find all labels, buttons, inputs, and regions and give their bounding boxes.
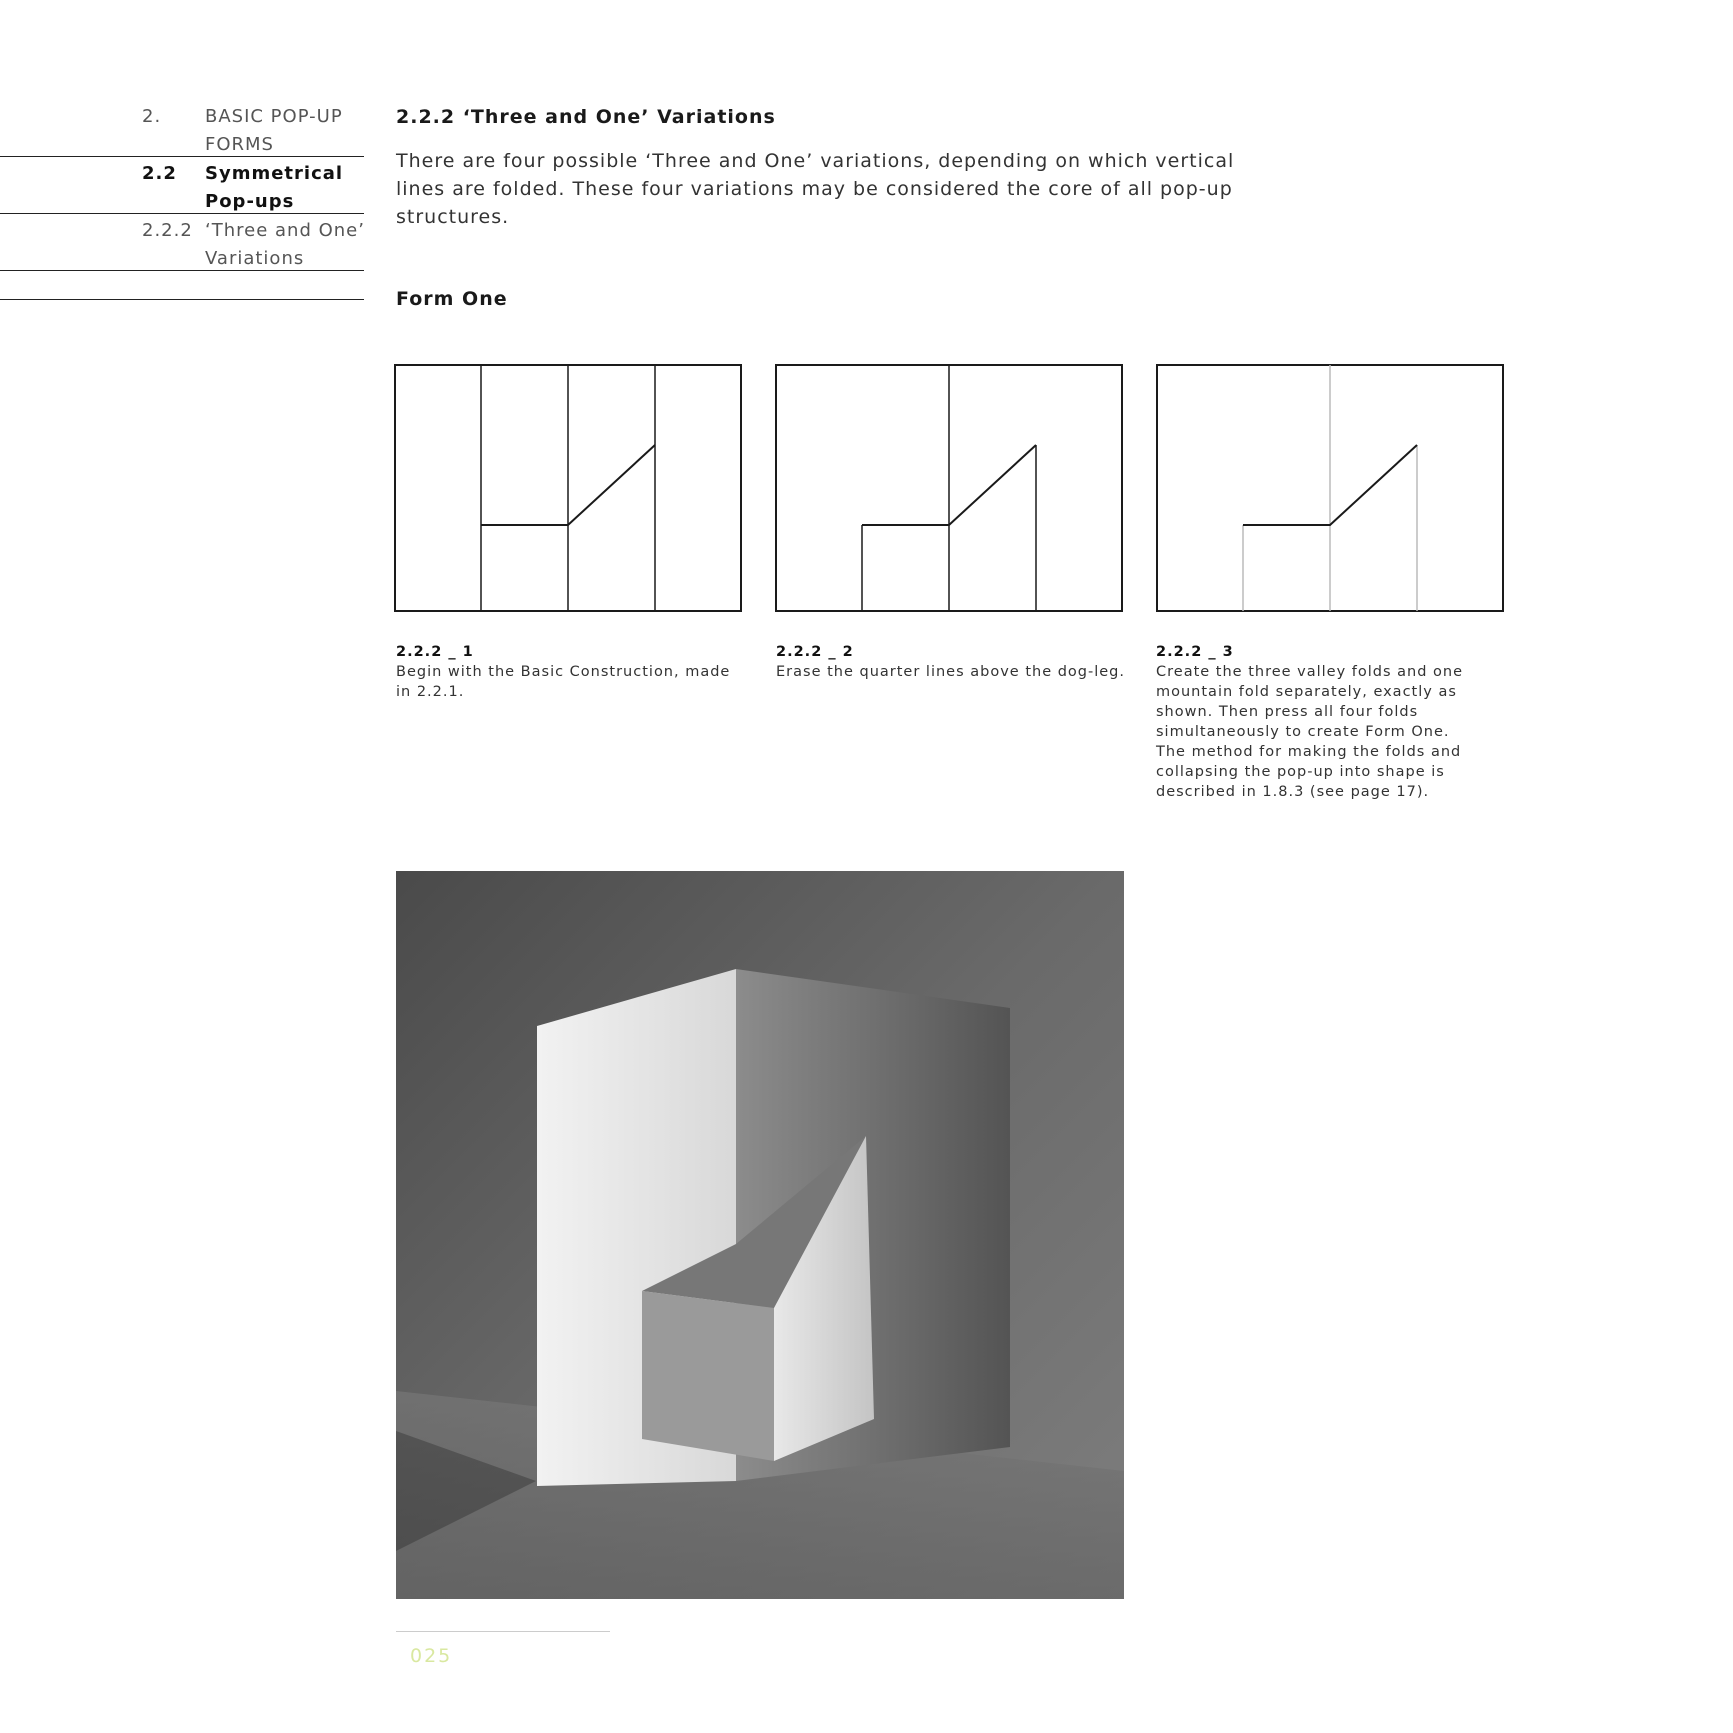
nav-number: 2.2 [142,163,177,184]
nav-divider [0,271,364,300]
step-caption-3 [1156,642,1466,802]
section-heading: 2.2.2 ‘Three and One’ Variations [396,106,776,128]
nav-label: BASIC POP-UP FORMS [205,106,343,155]
form-subheading: Form One [396,288,508,310]
chapter-navigation [0,100,364,300]
step-number: 2.2.2 _ 2 [776,644,854,660]
fold-diagram-3 [1156,364,1504,612]
step-caption-1 [396,642,746,702]
nav-row-chapter[interactable] [0,100,364,157]
diagram-fold-lines [1156,364,1504,612]
nav-number: 2. [142,106,162,127]
diagram-erased-lines [775,364,1123,612]
step-number: 2.2.2 _ 3 [1156,644,1234,660]
nav-label: ‘Three and One’ Variations [205,220,365,269]
nav-label: Symmetrical Pop-ups [205,163,344,212]
box-left-face [642,1291,774,1461]
step-number: 2.2.2 _ 1 [396,644,474,660]
diagram-basic-construction [394,364,742,612]
form-one-photo [396,871,1124,1599]
step-text: Erase the quarter lines above the dog-leg. [776,664,1125,680]
fold-diagram-1 [394,364,742,612]
step-text: Create the three valley folds and one mountain fold separately, exactly as shown. Then press all four folds simultaneously to create Form One. The method for making the folds and collapsing the pop-up into shape is described in 1.8.3 (see page 17). [1156,664,1464,800]
footer-rule [396,1631,610,1632]
nav-number: 2.2.2 [142,220,193,241]
pop-up-model-illustration [396,871,1124,1599]
step-caption-2 [776,642,1126,682]
nav-row-section[interactable] [0,157,364,214]
nav-row-subsection[interactable] [0,214,364,271]
intro-paragraph: There are four possible ‘Three and One’ variations, depending on which vertical lines are folded. These four variations may be considered the core of all pop-up structures. [396,150,1235,228]
fold-diagram-2 [775,364,1123,612]
step-text: Begin with the Basic Construction, made in 2.2.1. [396,664,731,700]
page-number: 025 [410,1645,453,1667]
